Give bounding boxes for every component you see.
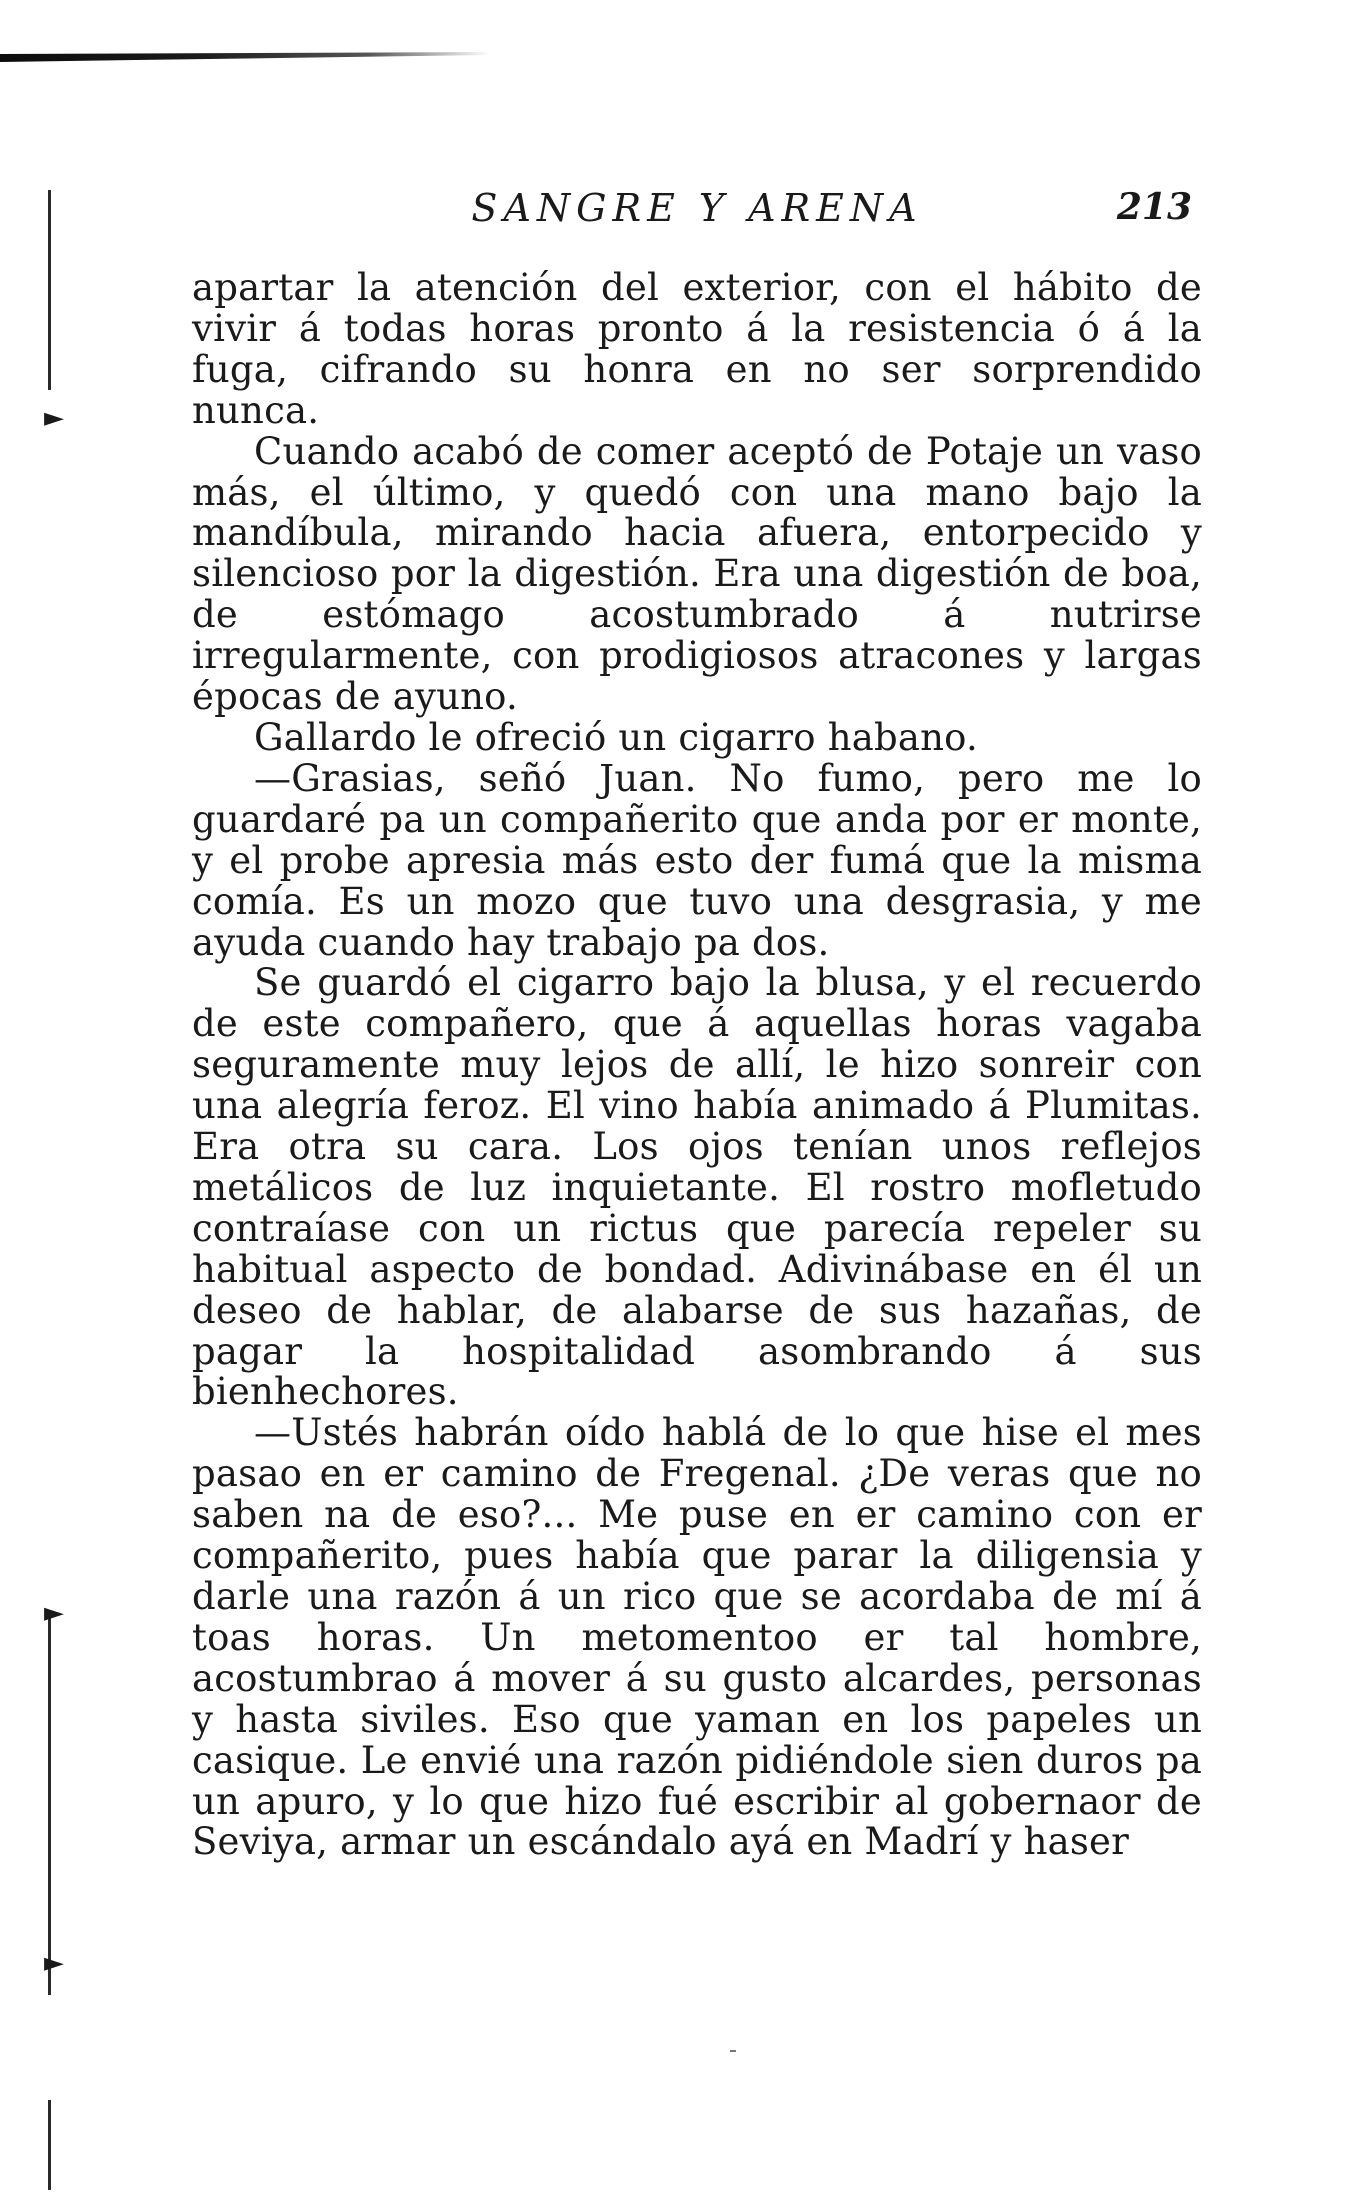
page-number: 213 — [1116, 186, 1192, 228]
scan-margin-line — [48, 190, 51, 390]
body-text — [192, 268, 1202, 1863]
scan-margin-line — [48, 2100, 51, 2190]
paragraph: —Ustés habrán oído hablá de lo que hise el mes pasao en er camino de Fregenal. ¿De veras que no saben na de eso?... Me puse en er camino con er compañerito, pues había que parar la diligensia y darle una razón á un rico que se acordaba de mí á toas horas. Un metomentoo er tal hombre, acostumbrao á mover á su gusto alcardes, personas y hasta siviles. Eso que yaman en los papeles un casique. Le envié una razón pidiéndole sien duros pa un apuro, y lo que hizo fué escribir al gobernaor de Seviya, armar un escándalo ayá en Madrí y haser — [192, 1411, 1202, 1864]
paragraph: Cuando acabó de comer aceptó de Potaje un vaso más, el último, y quedó con una mano bajo la mandíbula, mirando hacia afuera, entorpecido y silencioso por la digestión. Era una digestión de boa, de estómago acostumbrado á nutrirse irregularmente, con prodigiosos atracones y largas épocas de ayuno. — [192, 429, 1202, 719]
paragraph: Gallardo le ofreció un cigarro habano. — [254, 715, 978, 759]
running-title: SANGRE Y ARENA — [471, 186, 923, 230]
paragraph: —Grasias, señó Juan. No fumo, pero me lo guardaré pa un compañerito que anda por er monte, y el probe apresia más esto der fumá que la misma comía. Es un mozo que tuvo una desgrasia, y me ayuda cuando hay trabajo pa dos. — [192, 756, 1202, 964]
scan-edge-bar — [0, 52, 490, 62]
margin-arrow-icon: ► — [44, 1598, 64, 1628]
running-head — [192, 178, 1202, 238]
book-page — [192, 178, 1202, 1863]
scan-speck — [730, 2050, 736, 2052]
paragraph: Se guardó el cigarro bajo la blusa, y el recuerdo de este compañero, que á aquellas horas vagaba seguramente muy lejos de allí, le hizo sonreir con una alegría feroz. El vino había animado á Plumitas. Era otra su cara. Los ojos tenían unos reflejos metálicos de luz inquietante. El rostro mofletudo contraíase con un rictus que parecía repeler su habitual aspecto de bondad. Adivinábase en él un deseo de hablar, de alabarse de sus hazañas, de pagar la hospitalidad asombrando á sus bienhechores. — [192, 961, 1202, 1414]
margin-arrow-icon: ► — [44, 1948, 64, 1978]
paragraph: apartar la atención del exterior, con el hábito de vivir á todas horas pronto á la resistencia ó á la fuga, cifrando su honra en no ser sorprendido nunca. — [192, 266, 1202, 432]
margin-arrow-icon: ► — [44, 403, 64, 433]
scan-margin-line — [48, 1615, 51, 1995]
